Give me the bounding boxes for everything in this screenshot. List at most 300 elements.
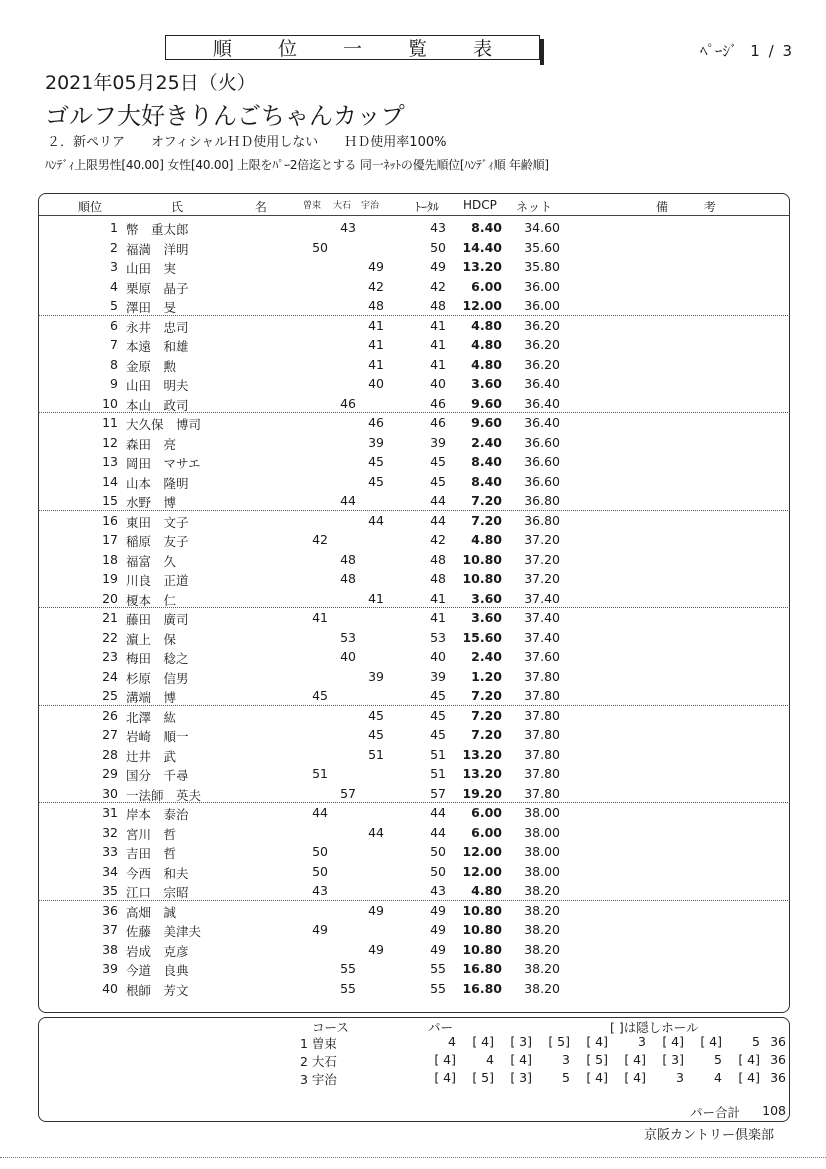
hole-par: [ 4] xyxy=(472,1034,494,1049)
hdcp-cell: 8.40 xyxy=(471,220,502,235)
score-course1-cell: 45 xyxy=(312,688,328,703)
score-course1-cell: 50 xyxy=(312,844,328,859)
score-course1-cell: 50 xyxy=(312,863,328,879)
score-course2-cell: 55 xyxy=(340,961,356,976)
hole-par: 3 xyxy=(638,1034,646,1049)
name-cell: 国分 千尋 xyxy=(126,768,189,783)
rank-cell: 2 xyxy=(110,239,118,255)
table-row xyxy=(38,784,790,804)
name-cell: 稲原 友子 xyxy=(126,534,189,549)
score-course1-cell: 42 xyxy=(312,532,328,547)
name-cell: 今道 良典 xyxy=(126,963,189,978)
rank-cell: 8 xyxy=(110,356,118,372)
net-cell: 36.40 xyxy=(524,415,560,430)
total-cell: 45 xyxy=(430,707,446,723)
rank-cell: 26 xyxy=(102,707,118,723)
header-remarks: 備 考 xyxy=(656,200,732,214)
table-row xyxy=(38,433,790,453)
net-cell: 37.80 xyxy=(524,668,560,684)
rank-cell: 27 xyxy=(102,727,118,742)
net-cell: 37.80 xyxy=(524,727,560,742)
net-cell: 37.40 xyxy=(524,610,560,625)
net-cell: 37.40 xyxy=(524,629,560,645)
rank-cell: 13 xyxy=(102,454,118,469)
hole-par: 4 xyxy=(486,1052,494,1067)
hdcp-cell: 8.40 xyxy=(471,473,502,489)
name-cell: 梅田 稔之 xyxy=(126,651,189,666)
name-cell: 幣 重太郎 xyxy=(126,222,189,237)
table-row xyxy=(38,452,790,472)
rank-cell: 3 xyxy=(110,259,118,274)
table-row xyxy=(38,920,790,940)
name-cell: 栗原 晶子 xyxy=(126,280,189,296)
table-row xyxy=(38,647,790,667)
table-row xyxy=(38,901,790,921)
score-course3-cell: 46 xyxy=(368,415,384,430)
header-rank: 順位 xyxy=(78,200,103,214)
net-cell: 36.40 xyxy=(524,395,560,411)
course-par-total: 36 xyxy=(770,1034,786,1049)
name-cell: 本遠 和雄 xyxy=(126,339,189,354)
page-total: 3 xyxy=(782,42,793,60)
hdcp-cell: 2.40 xyxy=(471,649,502,664)
total-cell: 51 xyxy=(430,746,446,762)
rank-cell: 11 xyxy=(102,415,118,430)
total-cell: 40 xyxy=(430,649,446,664)
hole-par: 3 xyxy=(676,1070,684,1085)
header-total: ﾄｰﾀﾙ xyxy=(415,200,440,214)
course-name: 3 宇治 xyxy=(300,1072,337,1087)
total-cell: 43 xyxy=(430,883,446,898)
rank-cell: 35 xyxy=(102,883,118,898)
score-course3-cell: 45 xyxy=(368,473,384,489)
name-cell: 溝端 博 xyxy=(126,690,177,705)
net-cell: 36.20 xyxy=(524,356,560,372)
table-row xyxy=(38,374,790,394)
table-row xyxy=(38,277,790,297)
header-hdcp: HDCP xyxy=(463,198,497,212)
header-course3: 宇治 xyxy=(361,201,380,211)
table-row xyxy=(38,491,790,511)
hdcp-cell: 10.80 xyxy=(462,902,502,918)
net-cell: 38.00 xyxy=(524,824,560,840)
net-cell: 37.80 xyxy=(524,766,560,781)
name-cell: 澤田 旻 xyxy=(126,300,177,315)
score-course1-cell: 44 xyxy=(312,805,328,820)
total-cell: 49 xyxy=(430,941,446,957)
name-cell: 本山 政司 xyxy=(126,397,189,413)
table-row xyxy=(38,511,790,531)
name-cell: 杉原 信男 xyxy=(126,670,189,686)
hdcp-cell: 3.60 xyxy=(471,376,502,391)
bottom-divider xyxy=(0,1157,826,1158)
name-cell: 岡田 マサエ xyxy=(126,456,201,471)
hdcp-cell: 19.20 xyxy=(462,785,502,801)
score-course2-cell: 48 xyxy=(340,551,356,567)
hdcp-cell: 7.20 xyxy=(471,512,502,528)
net-cell: 36.60 xyxy=(524,434,560,450)
hole-par: [ 4] xyxy=(434,1070,456,1085)
name-cell: 金原 勲 xyxy=(126,358,177,374)
hole-par: [ 5] xyxy=(548,1034,570,1049)
net-cell: 36.00 xyxy=(524,298,560,313)
hole-par: 5 xyxy=(714,1052,722,1067)
table-row xyxy=(38,530,790,550)
name-cell: 佐藤 美津夫 xyxy=(126,924,202,939)
rank-cell: 6 xyxy=(110,317,118,333)
score-course3-cell: 41 xyxy=(368,356,384,372)
score-course2-cell: 46 xyxy=(340,395,356,411)
hdcp-cell: 4.80 xyxy=(471,317,502,333)
net-cell: 36.60 xyxy=(524,473,560,489)
hole-par: [ 5] xyxy=(586,1052,608,1067)
par-total-label: パー合計 xyxy=(690,1105,741,1120)
table-row xyxy=(38,472,790,492)
total-cell: 49 xyxy=(430,922,446,937)
table-row xyxy=(38,316,790,336)
rank-cell: 18 xyxy=(102,551,118,567)
course-label: コース xyxy=(312,1020,349,1035)
hole-par: 3 xyxy=(562,1052,570,1067)
club-name: 京阪カントリー倶楽部 xyxy=(644,1128,775,1143)
rank-cell: 40 xyxy=(102,980,118,996)
hdcp-cell: 13.20 xyxy=(462,746,502,762)
total-cell: 45 xyxy=(430,727,446,742)
total-cell: 48 xyxy=(430,298,446,313)
page-label: ﾍﾟｰｼﾞ xyxy=(700,42,738,60)
table-row xyxy=(38,686,790,706)
table-row xyxy=(38,550,790,570)
net-cell: 37.80 xyxy=(524,688,560,703)
ranking-table-header xyxy=(38,196,790,214)
rank-cell: 10 xyxy=(102,395,118,411)
name-cell: 福富 久 xyxy=(126,553,177,569)
net-cell: 37.60 xyxy=(524,649,560,664)
report-title-box xyxy=(165,35,540,60)
rank-cell: 34 xyxy=(102,863,118,879)
total-cell: 44 xyxy=(430,805,446,820)
hdcp-cell: 6.00 xyxy=(471,278,502,294)
hole-par: [ 4] xyxy=(700,1034,722,1049)
hole-par: [ 4] xyxy=(586,1070,608,1085)
total-cell: 39 xyxy=(430,434,446,450)
rank-cell: 14 xyxy=(102,473,118,489)
name-cell: 岸本 泰治 xyxy=(126,807,189,822)
hdcp-cell: 10.80 xyxy=(462,922,502,937)
score-course1-cell: 43 xyxy=(312,883,328,898)
name-cell: 吉田 哲 xyxy=(126,846,177,861)
total-cell: 49 xyxy=(430,902,446,918)
hole-par: [ 4] xyxy=(624,1052,646,1067)
hole-par: [ 3] xyxy=(510,1034,532,1049)
score-course2-cell: 48 xyxy=(340,571,356,586)
course-row xyxy=(38,1034,790,1053)
score-course1-cell: 50 xyxy=(312,239,328,255)
event-date: 2021年05月25日（火） xyxy=(45,72,256,94)
hole-par: 5 xyxy=(562,1070,570,1085)
total-cell: 55 xyxy=(430,980,446,996)
total-cell: 50 xyxy=(430,863,446,879)
net-cell: 38.00 xyxy=(524,844,560,859)
rank-cell: 29 xyxy=(102,766,118,781)
net-cell: 38.00 xyxy=(524,863,560,879)
net-cell: 37.80 xyxy=(524,746,560,762)
net-cell: 36.20 xyxy=(524,337,560,352)
table-row xyxy=(38,803,790,823)
rank-cell: 37 xyxy=(102,922,118,937)
score-course3-cell: 48 xyxy=(368,298,384,313)
table-row xyxy=(38,589,790,609)
table-row xyxy=(38,959,790,979)
hdcp-cell: 9.60 xyxy=(471,395,502,411)
rank-cell: 31 xyxy=(102,805,118,820)
hole-par: [ 4] xyxy=(738,1070,760,1085)
report-title: 順 位 一 覧 表 xyxy=(212,38,513,60)
rank-cell: 24 xyxy=(102,668,118,684)
hole-par: [ 4] xyxy=(738,1052,760,1067)
score-course2-cell: 55 xyxy=(340,980,356,996)
hdcp-cell: 4.80 xyxy=(471,532,502,547)
rank-cell: 21 xyxy=(102,610,118,625)
hdcp-cell: 10.80 xyxy=(462,571,502,586)
hole-par: 4 xyxy=(448,1034,456,1049)
total-cell: 53 xyxy=(430,629,446,645)
name-cell: 高畑 誠 xyxy=(126,904,177,920)
name-cell: 岩成 克彦 xyxy=(126,943,189,959)
score-course3-cell: 44 xyxy=(368,512,384,528)
total-cell: 50 xyxy=(430,844,446,859)
hdcp-cell: 10.80 xyxy=(462,941,502,957)
rank-cell: 12 xyxy=(102,434,118,450)
hole-par: 5 xyxy=(752,1034,760,1049)
score-course3-cell: 41 xyxy=(368,317,384,333)
name-cell: 北澤 紘 xyxy=(126,709,177,725)
table-row xyxy=(38,706,790,726)
name-cell: 辻井 武 xyxy=(126,748,177,764)
name-cell: 濵上 保 xyxy=(126,631,177,647)
rank-cell: 19 xyxy=(102,571,118,586)
net-cell: 38.20 xyxy=(524,922,560,937)
hdcp-cell: 7.20 xyxy=(471,493,502,508)
net-cell: 37.80 xyxy=(524,785,560,801)
table-row xyxy=(38,979,790,999)
course-row xyxy=(38,1052,790,1071)
net-cell: 38.20 xyxy=(524,902,560,918)
name-cell: 一法師 英夫 xyxy=(126,787,202,803)
total-cell: 42 xyxy=(430,278,446,294)
hdcp-cell: 4.80 xyxy=(471,356,502,372)
hole-par: [ 4] xyxy=(510,1052,532,1067)
hole-par: [ 3] xyxy=(662,1052,684,1067)
hole-par: [ 5] xyxy=(472,1070,494,1085)
table-row xyxy=(38,238,790,258)
name-cell: 根師 芳文 xyxy=(126,982,189,998)
hdcp-cell: 6.00 xyxy=(471,805,502,820)
table-row xyxy=(38,628,790,648)
hdcp-cell: 13.20 xyxy=(462,766,502,781)
hdcp-cell: 9.60 xyxy=(471,415,502,430)
total-cell: 45 xyxy=(430,473,446,489)
score-course3-cell: 49 xyxy=(368,259,384,274)
net-cell: 38.20 xyxy=(524,883,560,898)
rank-cell: 33 xyxy=(102,844,118,859)
rank-cell: 25 xyxy=(102,688,118,703)
table-row xyxy=(38,842,790,862)
total-cell: 39 xyxy=(430,668,446,684)
table-row xyxy=(38,218,790,238)
net-cell: 36.60 xyxy=(524,454,560,469)
rank-cell: 16 xyxy=(102,512,118,528)
total-cell: 46 xyxy=(430,415,446,430)
page-current: 1 xyxy=(750,42,760,60)
total-cell: 41 xyxy=(430,356,446,372)
header-course2: 大石 xyxy=(333,201,352,211)
total-cell: 50 xyxy=(430,239,446,255)
net-cell: 37.40 xyxy=(524,590,560,606)
score-course3-cell: 41 xyxy=(368,337,384,352)
rank-cell: 5 xyxy=(110,298,118,313)
table-row xyxy=(38,764,790,784)
rank-cell: 20 xyxy=(102,590,118,606)
hdcp-cell: 16.80 xyxy=(462,961,502,976)
total-cell: 49 xyxy=(430,259,446,274)
score-course1-cell: 51 xyxy=(312,766,328,781)
total-cell: 40 xyxy=(430,376,446,391)
course-name: 2 大石 xyxy=(300,1054,337,1069)
hdcp-cell: 3.60 xyxy=(471,610,502,625)
score-course3-cell: 41 xyxy=(368,590,384,606)
score-course2-cell: 44 xyxy=(340,493,356,508)
rank-cell: 28 xyxy=(102,746,118,762)
total-cell: 45 xyxy=(430,454,446,469)
hdcp-cell: 14.40 xyxy=(462,239,502,255)
table-row xyxy=(38,335,790,355)
hdcp-cell: 4.80 xyxy=(471,337,502,352)
rank-cell: 15 xyxy=(102,493,118,508)
net-cell: 38.20 xyxy=(524,980,560,996)
name-cell: 宮川 哲 xyxy=(126,826,177,842)
total-cell: 55 xyxy=(430,961,446,976)
hole-par: 4 xyxy=(714,1070,722,1085)
rank-cell: 38 xyxy=(102,941,118,957)
hdcp-cell: 7.20 xyxy=(471,727,502,742)
score-course3-cell: 49 xyxy=(368,941,384,957)
course-row xyxy=(38,1070,790,1089)
score-course2-cell: 43 xyxy=(340,220,356,235)
table-row xyxy=(38,881,790,901)
hdcp-cell: 10.80 xyxy=(462,551,502,567)
table-row xyxy=(38,940,790,960)
total-cell: 42 xyxy=(430,532,446,547)
rank-cell: 17 xyxy=(102,532,118,547)
total-cell: 44 xyxy=(430,824,446,840)
net-cell: 35.60 xyxy=(524,239,560,255)
hole-par: [ 3] xyxy=(510,1070,532,1085)
score-course3-cell: 44 xyxy=(368,824,384,840)
par-total-value: 108 xyxy=(762,1103,786,1118)
hdcp-cell: 3.60 xyxy=(471,590,502,606)
score-course3-cell: 45 xyxy=(368,454,384,469)
total-cell: 41 xyxy=(430,590,446,606)
header-rule xyxy=(38,215,790,216)
hdcp-cell: 12.00 xyxy=(462,298,502,313)
rank-cell: 39 xyxy=(102,961,118,976)
course-par-total: 36 xyxy=(770,1052,786,1067)
hdcp-cell: 15.60 xyxy=(462,629,502,645)
hole-par: [ 4] xyxy=(662,1034,684,1049)
hdcp-cell: 7.20 xyxy=(471,707,502,723)
header-net: ネット xyxy=(516,200,553,214)
rank-cell: 23 xyxy=(102,649,118,664)
table-row xyxy=(38,413,790,433)
total-cell: 41 xyxy=(430,610,446,625)
event-name: ゴルフ大好きりんごちゃんカップ xyxy=(45,102,405,130)
total-cell: 44 xyxy=(430,512,446,528)
score-course3-cell: 45 xyxy=(368,727,384,742)
hole-par: [ 4] xyxy=(624,1070,646,1085)
name-cell: 水野 博 xyxy=(126,495,177,510)
name-cell: 山本 隆明 xyxy=(126,475,189,491)
score-course3-cell: 42 xyxy=(368,278,384,294)
rank-cell: 1 xyxy=(110,220,118,235)
net-cell: 36.40 xyxy=(524,376,560,391)
score-course3-cell: 45 xyxy=(368,707,384,723)
table-row xyxy=(38,394,790,414)
rank-cell: 30 xyxy=(102,785,118,801)
score-course3-cell: 51 xyxy=(368,746,384,762)
total-cell: 48 xyxy=(430,571,446,586)
total-cell: 45 xyxy=(430,688,446,703)
hdcp-cell: 1.20 xyxy=(471,668,502,684)
net-cell: 37.20 xyxy=(524,571,560,586)
hdcp-cell: 4.80 xyxy=(471,883,502,898)
name-cell: 藤田 廣司 xyxy=(126,612,189,627)
name-cell: 森田 亮 xyxy=(126,436,177,452)
par-label: パー xyxy=(428,1020,454,1035)
header-name: 氏 名 xyxy=(171,200,301,214)
net-cell: 36.00 xyxy=(524,278,560,294)
name-cell: 川良 正道 xyxy=(126,573,189,588)
name-cell: 大久保 博司 xyxy=(126,417,202,432)
scoring-rule: ２．新ペリア オフィシャルＨＤ使用しない ＨＤ使用率100% xyxy=(47,135,447,150)
score-course2-cell: 40 xyxy=(340,649,356,664)
name-cell: 今西 和夫 xyxy=(126,865,189,881)
hdcp-cell: 2.40 xyxy=(471,434,502,450)
net-cell: 38.20 xyxy=(524,961,560,976)
table-row xyxy=(38,725,790,745)
hole-par: [ 4] xyxy=(586,1034,608,1049)
score-course3-cell: 49 xyxy=(368,902,384,918)
score-course2-cell: 53 xyxy=(340,629,356,645)
name-cell: 福満 洋明 xyxy=(126,241,189,257)
hole-par: [ 4] xyxy=(434,1052,456,1067)
net-cell: 38.00 xyxy=(524,805,560,820)
hdcp-cell: 8.40 xyxy=(471,454,502,469)
net-cell: 36.80 xyxy=(524,493,560,508)
total-cell: 43 xyxy=(430,220,446,235)
total-cell: 57 xyxy=(430,785,446,801)
name-cell: 永井 忠司 xyxy=(126,319,189,335)
score-course3-cell: 39 xyxy=(368,668,384,684)
rank-cell: 4 xyxy=(110,278,118,294)
net-cell: 36.80 xyxy=(524,512,560,528)
table-row xyxy=(38,745,790,765)
total-cell: 48 xyxy=(430,551,446,567)
hdcp-cell: 6.00 xyxy=(471,824,502,840)
hdcp-cell: 16.80 xyxy=(462,980,502,996)
net-cell: 38.20 xyxy=(524,941,560,957)
page-number: ﾍﾟｰｼﾞ 1 / 3 xyxy=(700,42,793,60)
